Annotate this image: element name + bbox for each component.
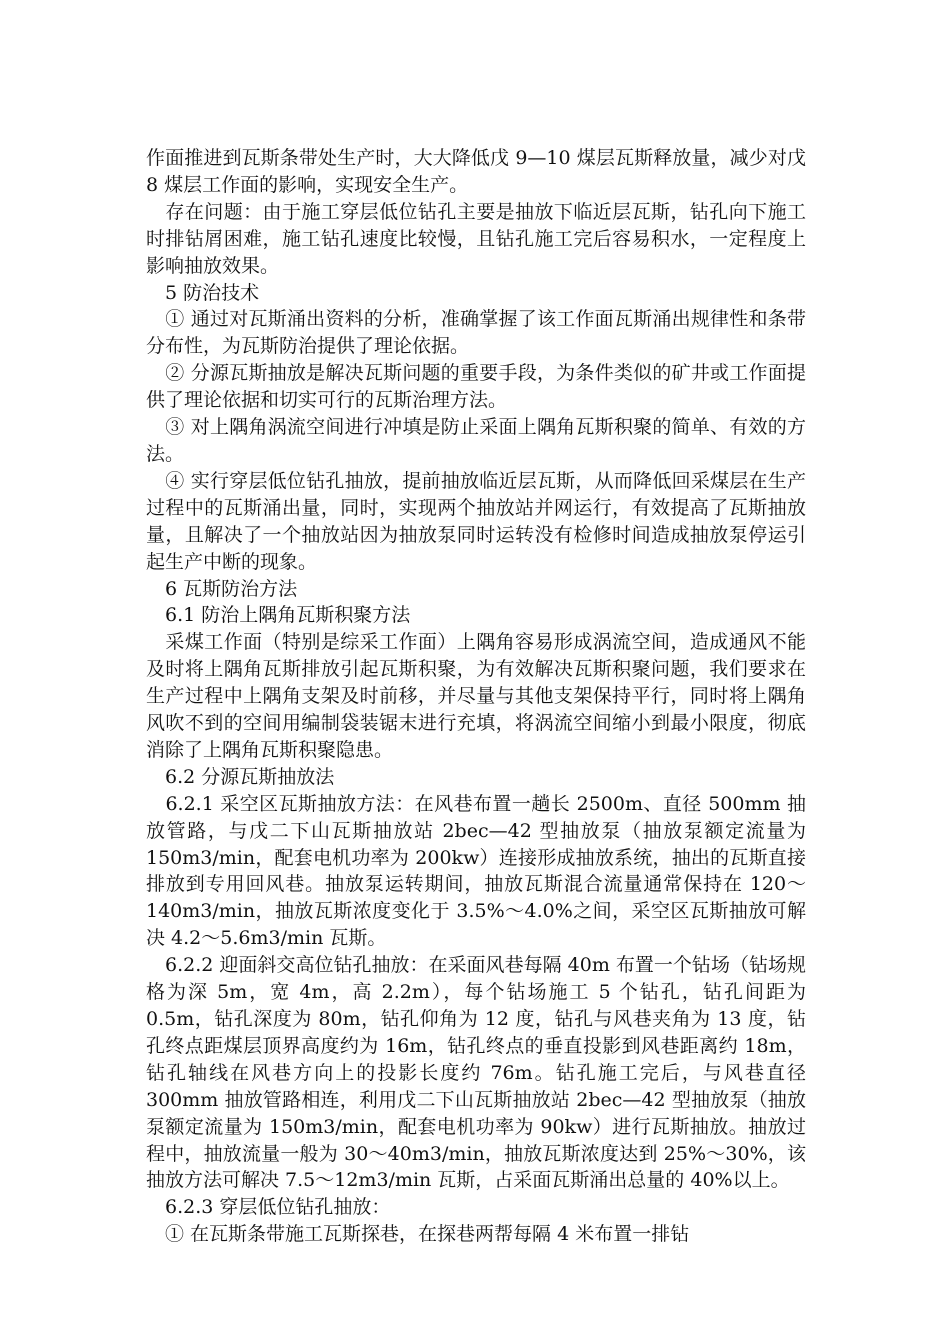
paragraph-6-2-1: 6.2.1 采空区瓦斯抽放方法：在风巷布置一趟长 2500m、直径 500mm 抽放管路，与戊二下山瓦斯抽放站 2bec—42 型抽放泵（抽放泵额定流量为 150m3/min，配套电机功率为 200kw）连接形成抽放系统，抽出的瓦斯直接排放到专用回风巷。抽放泵运转期间，抽放瓦斯混合流量通常保持在 120～140m3/min，抽放瓦斯浓度变化于 3.5%～4.0%之间，采空区瓦斯抽放可解决 4.2～5.6m3/min 瓦斯。 [146, 792, 806, 950]
paragraph-existing-problems: 存在问题：由于施工穿层低位钻孔主要是抽放下临近层瓦斯，钻孔向下施工时排钻屑困难，施工钻孔速度比较慢，且钻孔施工完后容易积水，一定程度上影响抽放效果。 [146, 200, 806, 277]
heading-section-5: 5 防治技术 [146, 281, 260, 304]
paragraph-continuation: 作面推进到瓦斯条带处生产时，大大降低戊 9—10 煤层瓦斯释放量，减少对戊 8 煤层工作面的影响，实现安全生产。 [146, 147, 806, 196]
document-body [146, 145, 806, 1248]
list-item-3: ③ 对上隅角涡流空间进行冲填是防止采面上隅角瓦斯积聚的简单、有效的方法。 [146, 416, 806, 465]
heading-section-6-1: 6.1 防治上隅角瓦斯积聚方法 [146, 604, 411, 627]
list-item-4: ④ 实行穿层低位钻孔抽放，提前抽放临近层瓦斯，从而降低回采煤层在生产过程中的瓦斯涌出量，同时，实现两个抽放站并网运行，有效提高了瓦斯抽放量，且解决了一个抽放站因为抽放泵同时运转没有检修时间造成抽放泵停运引起生产中断的现象。 [146, 469, 806, 573]
paragraph-upper-corner: 采煤工作面（特别是综采工作面）上隅角容易形成涡流空间，造成通风不能及时将上隅角瓦斯排放引起瓦斯积聚，为有效解决瓦斯积聚问题，我们要求在生产过程中上隅角支架及时前移，并尽量与其他支架保持平行，同时将上隅角风吹不到的空间用编制袋装锯末进行充填，将涡流空间缩小到最小限度，彻底消除了上隅角瓦斯积聚隐患。 [146, 631, 806, 761]
list-item-6-2-3-1: ① 在瓦斯条带施工瓦斯探巷，在探巷两帮每隔 4 米布置一排钻 [146, 1223, 690, 1246]
list-item-2: ② 分源瓦斯抽放是解决瓦斯问题的重要手段，为条件类似的矿井或工作面提供了理论依据和切实可行的瓦斯治理方法。 [146, 362, 806, 412]
list-item-1: ① 通过对瓦斯涌出资料的分析，准确掌握了该工作面瓦斯涌出规律性和条带分布性，为瓦斯防治提供了理论依据。 [146, 308, 806, 358]
heading-section-6: 6 瓦斯防治方法 [146, 577, 298, 600]
heading-section-6-2-3: 6.2.3 穿层低位钻孔抽放： [146, 1196, 391, 1219]
paragraph-6-2-2: 6.2.2 迎面斜交高位钻孔抽放：在采面风巷每隔 40m 布置一个钻场（钻场规格为深 5m，宽 4m，高 2.2m），每个钻场施工 5 个钻孔，钻孔间距为 0.5m，钻孔深度为 80m，钻孔仰角为 12 度，钻孔与风巷夹角为 13 度，钻孔终点距煤层顶界高度约为 16m，钻孔终点的垂直投影到风巷距离约 18m，钻孔轴线在风巷方向上的投影长度约 76m。钻孔施工完后，与风巷直径 300mm 抽放管路相连，利用戊二下山瓦斯抽放站 2bec—42 型抽放泵（抽放泵额定流量为 150m3/min，配套电机功率为 90kw）进行瓦斯抽放。抽放过程中，抽放流量一般为 30～40m3/min，抽放瓦斯浓度达到 25%～30%，该抽放方法可解决 7.5～12m3/min 瓦斯，占采面瓦斯涌出总量的 40%以上。 [146, 954, 806, 1192]
heading-section-6-2: 6.2 分源瓦斯抽放法 [146, 765, 335, 788]
